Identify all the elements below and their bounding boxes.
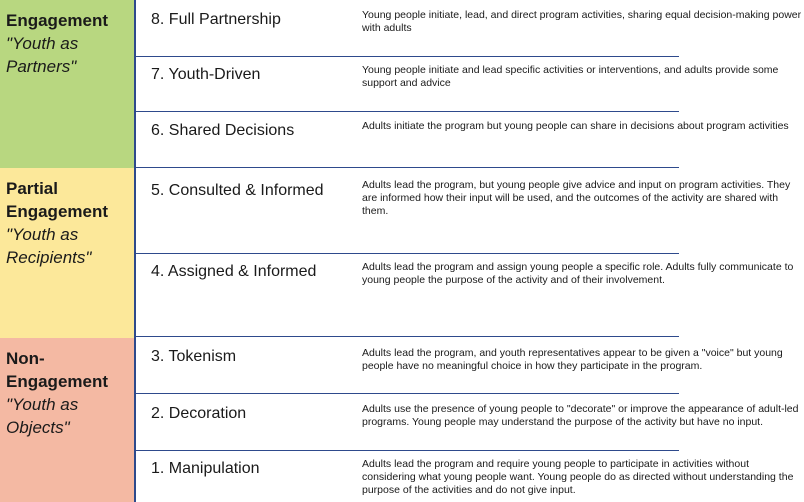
level-label: 6. Shared Decisions [151, 122, 295, 139]
level-description: Adults lead the program, and youth representatives appear to be given a "voice" but young people have no meaningful choice in how they participate in the program. [362, 347, 783, 372]
row-separator [134, 253, 679, 254]
level-description: Adults lead the program and require young people to participate in activities without considering what young people want. Young people do as directed without understanding the purpose of the activities and do not give input. [362, 458, 794, 496]
row-separator [134, 393, 679, 394]
level-description: Young people initiate and lead specific activities or interventions, and adults provide some support and advice [362, 64, 779, 89]
level-label: 1. Manipulation [151, 460, 260, 477]
level-label: 2. Decoration [151, 405, 247, 422]
level-label: 5. Consulted & Informed [151, 182, 324, 199]
row-separator [134, 336, 679, 337]
level-description: Adults initiate the program but young people can share in decisions about program activities [362, 120, 789, 132]
level-description: Adults lead the program, but young people give advice and input on program activities. They are informed how their input will be used, and the outcomes of the activity are shared with them. [362, 179, 791, 217]
vertical-divider [134, 0, 136, 502]
row-separator [134, 167, 679, 168]
band-title: Non-Engagement [6, 349, 109, 391]
row-separator [134, 450, 679, 451]
level-label: 8. Full Partnership [151, 11, 281, 28]
band-title: Engagement [6, 11, 109, 30]
row-separator [134, 111, 679, 112]
band-subtitle: "Youth as Objects" [6, 395, 79, 437]
level-label: 3. Tokenism [151, 348, 237, 365]
level-description: Adults use the presence of young people to "decorate" or improve the appearance of adult-led programs. Young people may understand the purpose of the activity but have no input. [362, 403, 799, 428]
row-separator [134, 56, 679, 57]
level-description: Adults lead the program and assign young people a specific role. Adults fully communicate to young people the purpose of the activity and of their involvement. [362, 261, 794, 286]
band-non-engagement [0, 338, 134, 502]
band-subtitle: "Youth as Recipients" [6, 225, 92, 267]
band-subtitle: "Youth as Partners" [6, 34, 79, 76]
band-engagement [0, 0, 134, 168]
band-title: Partial Engagement [6, 179, 109, 221]
level-description: Young people initiate, lead, and direct program activities, sharing equal decision-making power with adults [362, 9, 802, 34]
level-label: 4. Assigned & Informed [151, 263, 317, 280]
band-partial-engagement [0, 168, 134, 338]
level-label: 7. Youth-Driven [151, 66, 261, 83]
